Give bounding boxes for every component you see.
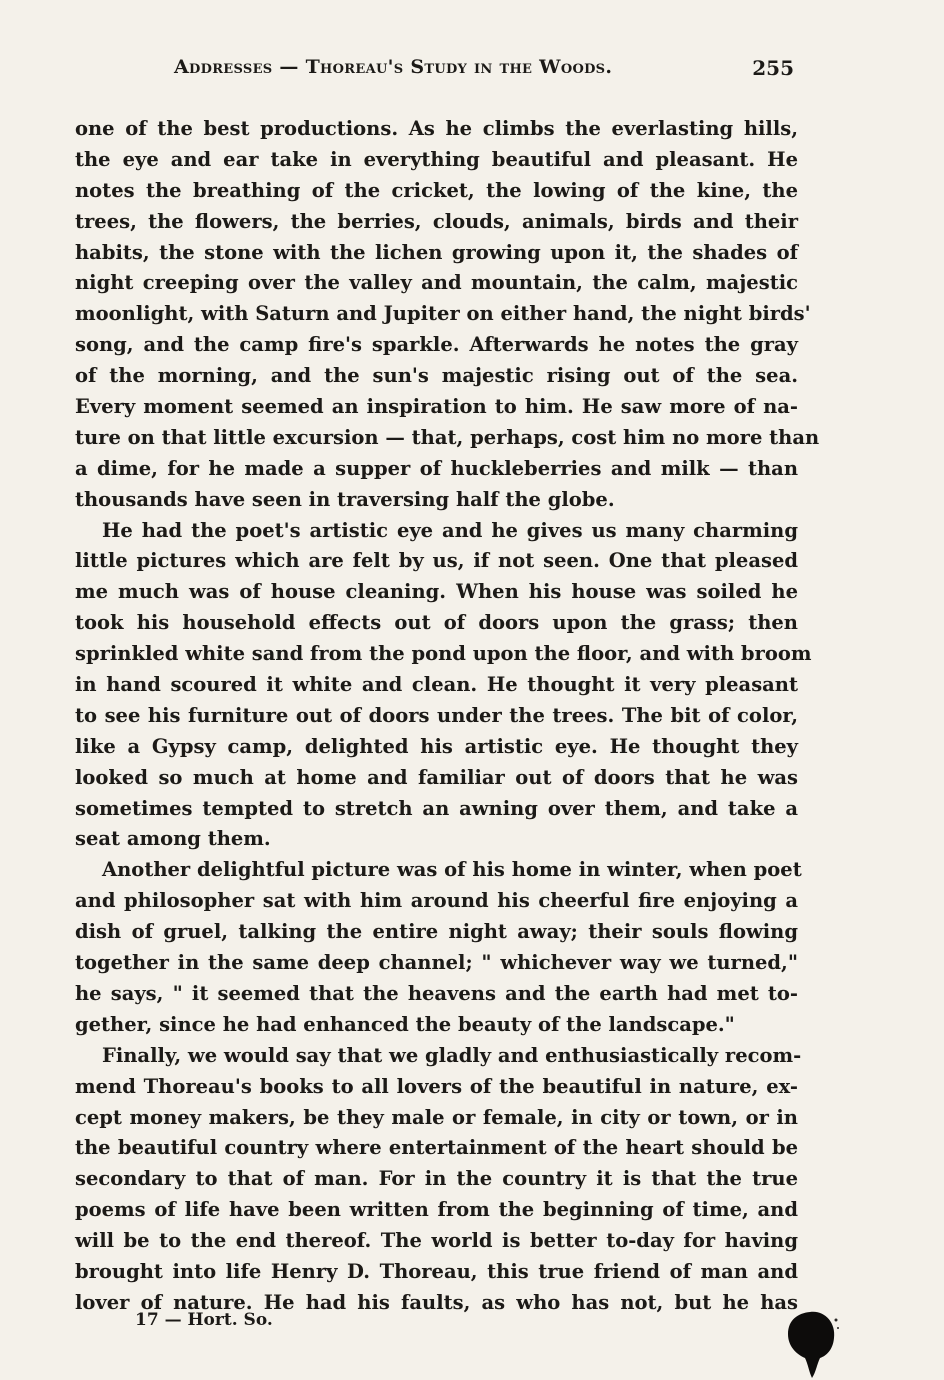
text-line: a dime, for he made a supper of huckleberries and milk — than [75,456,798,480]
text-line: Finally, we would say that we gladly and enthusiastically recom- [102,1043,802,1067]
running-title: Addresses — Thoreau's Study in the Woods. [174,56,613,78]
text-line: dish of gruel, talking the entire night away; their souls flowing [75,920,798,944]
text-line: seat among them. [75,827,271,851]
text-line: sprinkled white sand from the pond upon the floor, and with broom [75,642,812,666]
text-line: of the morning, and the sun's majestic rising out of the sea. [75,364,798,388]
text-line: one of the best productions. As he climbs the everlasting hills, [75,117,798,140]
text-line: poems of life have been written from the beginning of time, and [75,1198,798,1222]
text-line: He had the poet's artistic eye and he gives us many charming [102,518,798,542]
text-line: like a Gypsy camp, delighted his artistic eye. He thought they [75,734,798,758]
paragraph [75,114,820,516]
ink-blot [780,1300,840,1380]
text-line: brought into life Henry D. Thoreau, this true friend of man and [75,1259,798,1283]
text-line: song, and the camp fire's sparkle. Afterwards he notes the gray [75,333,798,357]
text-line: the eye and ear take in everything beautiful and pleasant. He [75,147,798,171]
text-line: gether, since he had enhanced the beauty of the landscape." [75,1012,735,1036]
paragraph [75,1041,802,1319]
text-line: the beautiful country where entertainment of the heart should be [75,1136,798,1160]
paragraph [75,855,802,1040]
text-line: night creeping over the valley and mountain, the calm, majestic [75,271,798,295]
text-line: took his household effects out of doors upon the grass; then [75,611,798,635]
text-line: moonlight, with Saturn and Jupiter on either hand, the night birds' [75,302,811,326]
paragraph [75,516,812,856]
text-line: ture on that little excursion — that, perhaps, cost him no more than [75,425,820,449]
text-line: will be to the end thereof. The world is better to-day for having [75,1229,798,1253]
text-line: little pictures which are felt by us, if not seen. One that pleased [75,549,798,573]
text-line: Another delightful picture was of his home in winter, when poet [102,858,802,882]
text-line: notes the breathing of the cricket, the lowing of the kine, the [75,178,798,202]
text-line: he says, " it seemed that the heavens and the earth had met to- [75,981,798,1005]
text-line: lover of nature. He had his faults, as who has not, but he has [75,1290,798,1314]
text-line: secondary to that of man. For in the country it is that the true [75,1167,798,1191]
text-line: habits, the stone with the lichen growing upon it, the shades of [75,240,798,264]
page-number: 255 [752,56,794,80]
text-line: Every moment seemed an inspiration to him. He saw more of na- [75,395,798,419]
text-line: cept money makers, be they male or female, in city or town, or in [75,1105,798,1129]
running-head [120,56,800,88]
text-line: mend Thoreau's books to all lovers of the beautiful in nature, ex- [75,1074,798,1098]
text-line: and philosopher sat with him around his cheerful fire enjoying a [75,889,798,913]
text-line: trees, the flowers, the berries, clouds, animals, birds and their [75,209,798,233]
text-line: together in the same deep channel; " whichever way we turned," [75,951,798,975]
text-line: looked so much at home and familiar out of doors that he was [75,765,798,789]
body-text [75,114,820,1319]
text-line: in hand scoured it white and clean. He thought it very pleasant [75,673,798,697]
text-line: thousands have seen in traversing half the globe. [75,487,615,511]
text-line: me much was of house cleaning. When his house was soiled he [75,580,798,604]
signature-mark: 17 — Hort. So. [135,1310,273,1330]
text-line: to see his furniture out of doors under the trees. The bit of color, [75,703,798,727]
text-line: sometimes tempted to stretch an awning over them, and take a [75,796,798,820]
